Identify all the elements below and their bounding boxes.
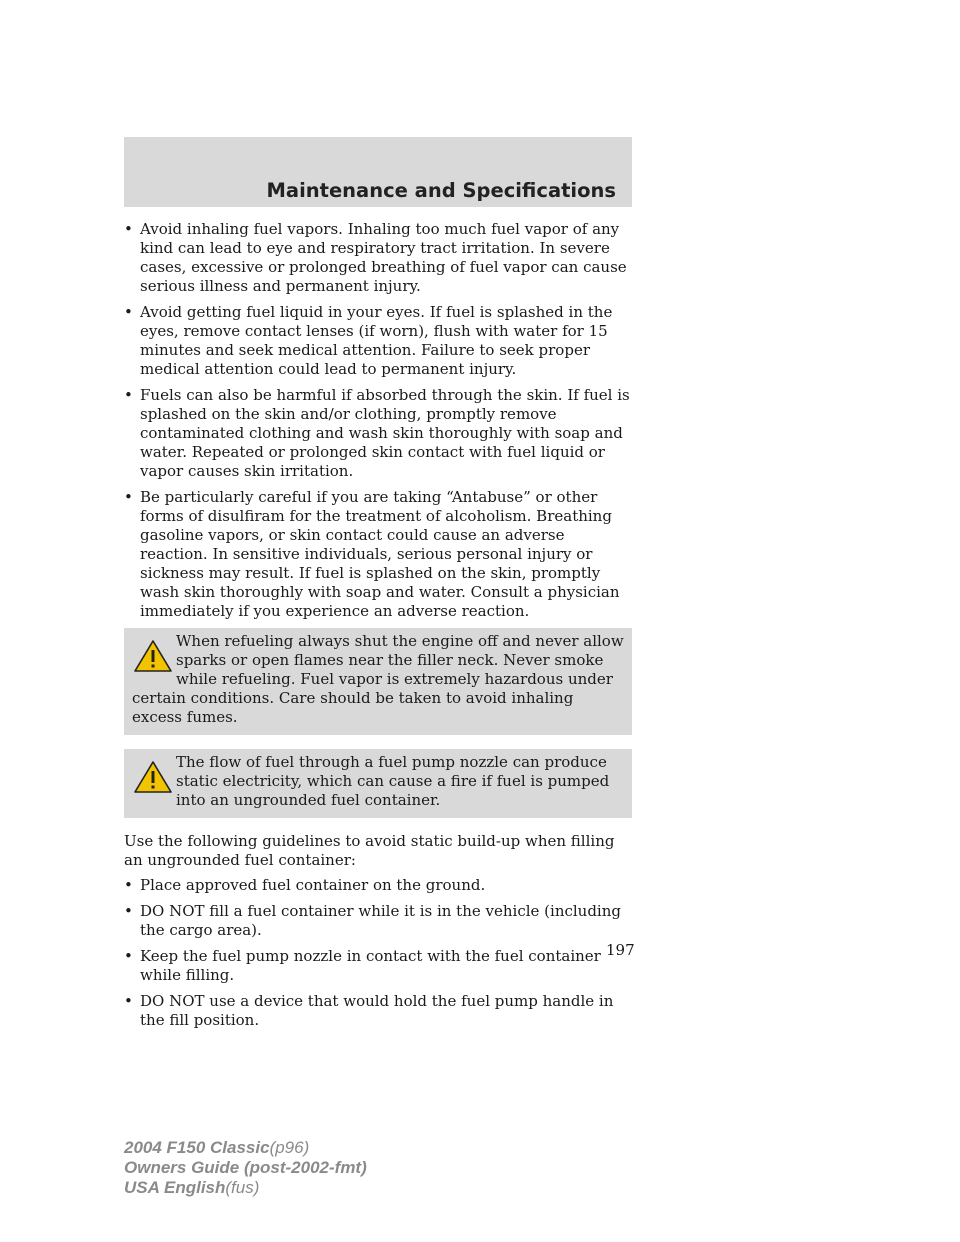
footer-language-code: (fus) — [225, 1178, 260, 1197]
bullet-glyph: • — [124, 992, 133, 1010]
bullet-glyph: • — [124, 220, 133, 238]
guidelines-intro: Use the following guidelines to avoid static build-up when filling an ungrounded fuel container: — [124, 832, 615, 869]
footer-language: USA English — [124, 1178, 226, 1197]
footer-model-code: (p96) — [269, 1138, 310, 1157]
list-item — [124, 303, 632, 379]
list-item-text: Avoid inhaling fuel vapors. Inhaling too much fuel vapor of any kind can lead to eye and respiratory tract irritation. In severe cases, excessive or prolonged breathing of fuel vapor can cause serious illness and permanent injury. — [140, 220, 627, 295]
warning-triangle-icon — [132, 759, 174, 795]
list-item-text: Keep the fuel pump nozzle in contact with the fuel container while filling. — [140, 947, 601, 984]
bullet-glyph: • — [124, 947, 133, 965]
warning-box — [124, 628, 632, 735]
footer-guide: Owners Guide (post-2002-fmt) — [124, 1158, 367, 1177]
list-item — [124, 386, 632, 481]
page-number: 197 — [606, 941, 635, 959]
list-item-text: DO NOT fill a fuel container while it is in the vehicle (including the cargo area). — [140, 902, 621, 939]
list-item-text: DO NOT use a device that would hold the fuel pump handle in the fill position. — [140, 992, 614, 1029]
footer-line-guide — [124, 1158, 367, 1178]
footer-line-language — [124, 1178, 367, 1198]
bullet-glyph: • — [124, 488, 133, 506]
footer-model: 2004 F150 Classic — [124, 1138, 270, 1157]
bullet-glyph: • — [124, 876, 133, 894]
list-item — [124, 992, 632, 1030]
footer-line-model — [124, 1138, 367, 1158]
bullet-glyph: • — [124, 902, 133, 920]
warning-text: The flow of fuel through a fuel pump nozzle can produce static electricity, which can cause a fire if fuel is pumped into an ungrounded fuel container. — [176, 753, 610, 809]
list-item-text: Be particularly careful if you are taking “Antabuse” or other forms of disulfiram for the treatment of alcoholism. Breathing gasoline vapors, or skin contact could cause an adverse reaction. In sensitive individuals, serious personal injury or sickness may result. If fuel is splashed on the skin, promptly wash skin thoroughly with soap and water. Consult a physician immediately if you experience an adverse reaction. — [140, 488, 620, 620]
list-item — [124, 947, 632, 985]
list-item — [124, 876, 632, 895]
list-item-text: Fuels can also be harmful if absorbed through the skin. If fuel is splashed on the skin and/or clothing, promptly remove contaminated clothing and wash skin thoroughly with soap and water. Repeated or prolonged skin contact with fuel liquid or vapor causes skin irritation. — [140, 386, 630, 480]
list-item-text: Avoid getting fuel liquid in your eyes. If fuel is splashed in the eyes, remove contact lenses (if worn), flush with water for 15 minutes and seek medical attention. Failure to seek proper medical attention could lead to permanent injury. — [140, 303, 613, 378]
list-item-text: Place approved fuel container on the ground. — [140, 876, 486, 894]
bullet-glyph: • — [124, 303, 133, 321]
warning-box — [124, 749, 632, 818]
bullet-glyph: • — [124, 386, 133, 404]
section-header-band — [124, 137, 632, 207]
page-content — [124, 220, 632, 1037]
document-footer — [124, 1138, 367, 1198]
list-item — [124, 220, 632, 296]
list-item — [124, 902, 632, 940]
section-title: Maintenance and Specifications — [266, 179, 616, 202]
warning-triangle-icon — [132, 638, 174, 674]
list-item — [124, 488, 632, 621]
warning-text: When refueling always shut the engine off and never allow sparks or open flames near the filler neck. Never smoke while refueling. Fuel vapor is extremely hazardous under certain conditions. Care should be taken to avoid inhaling excess fumes. — [132, 632, 624, 726]
